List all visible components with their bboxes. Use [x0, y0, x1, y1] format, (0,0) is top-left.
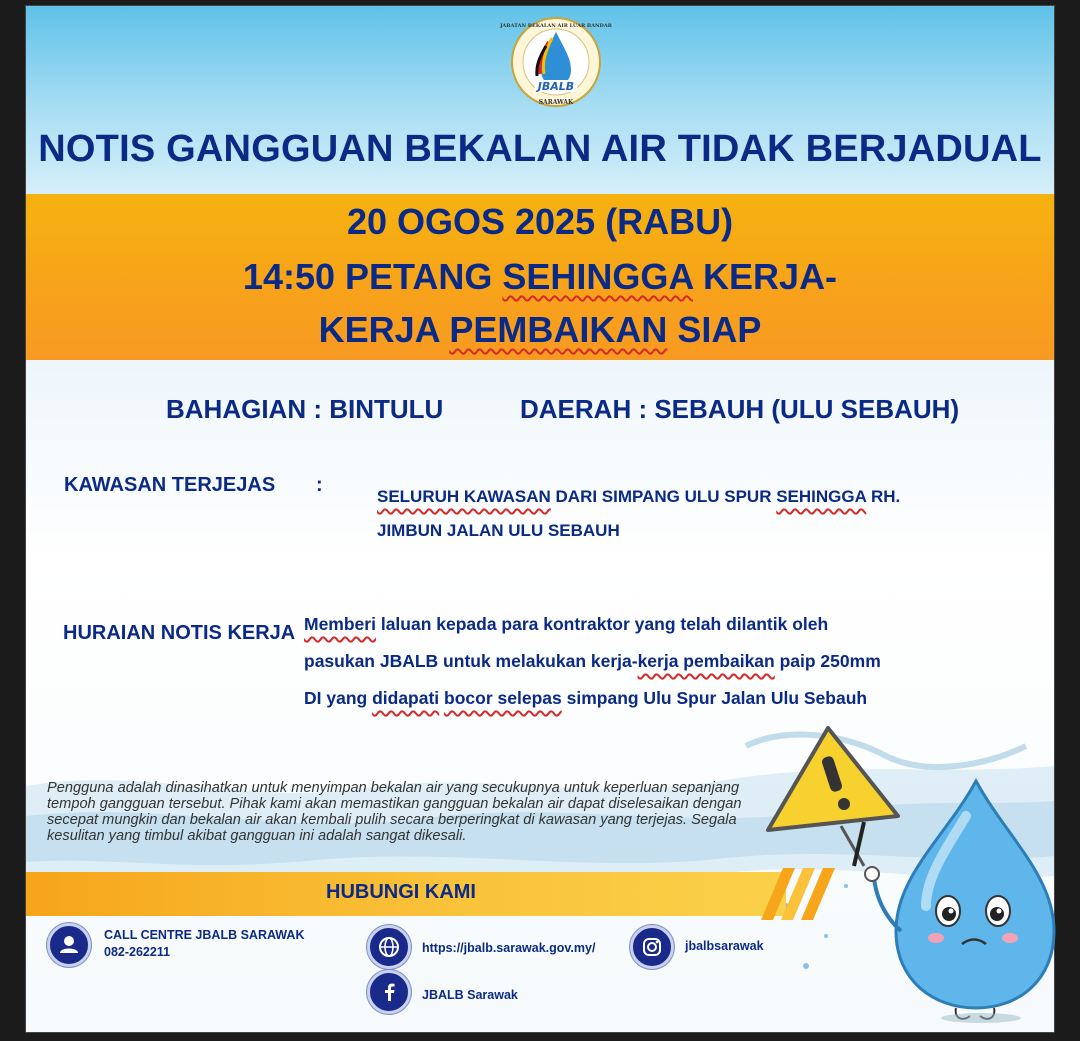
notice-date: 20 OGOS 2025 (RABU)	[346, 201, 734, 242]
user-icon	[47, 923, 91, 967]
work-description-value	[304, 606, 894, 717]
work-part8: simpang Ulu Spur Jalan Ulu Sebauh	[561, 688, 868, 708]
notice-title: NOTIS GANGGUAN BEKALAN AIR TIDAK BERJADUAL	[38, 128, 1042, 170]
time-kerja2: KERJA	[318, 309, 450, 350]
instagram-handle[interactable]: jbalbsarawak	[685, 939, 764, 953]
logo-center-text: JBALB	[537, 80, 575, 93]
call-centre-phone[interactable]: 082-262211	[104, 945, 171, 959]
work-description-label: HURAIAN NOTIS KERJA	[63, 622, 296, 644]
work-part7: bocor selepas	[444, 688, 562, 708]
contact-title: HUBUNGI KAMI	[326, 881, 476, 903]
affected-part4: RH. JIMBUN JALAN ULU SEBAUH	[377, 487, 901, 540]
affected-area-label: KAWASAN TERJEJAS	[64, 474, 276, 496]
work-part3: kerja pembaikan	[637, 651, 775, 671]
work-part4: paip 250mm DI yang	[304, 651, 881, 708]
time-kerja: KERJA-	[693, 256, 838, 297]
water-drop-mascot	[766, 726, 1054, 1026]
instagram-icon	[630, 925, 674, 969]
time-start: 14:50 PETANG	[242, 256, 503, 297]
district-label: DAERAH : SEBAUH (ULU SEBAUH)	[520, 394, 960, 424]
facebook-page[interactable]: JBALB Sarawak	[422, 988, 518, 1002]
logo-bottom-text: SARAWAK	[538, 99, 574, 106]
call-centre-label: CALL CENTRE JBALB SARAWAK	[104, 928, 305, 942]
affected-area-colon: :	[316, 474, 323, 496]
facebook-icon	[367, 970, 411, 1014]
advisory-text: Pengguna adalah dinasihatkan untuk menyimpan bekalan air yang secukupnya untuk keperluan sepanjang tempoh gangguan tersebut. Pihak kami akan memastikan gangguan bekalan air dapat diselesaikan dengan secepat mungkin dan bekalan air akan kembali pulih secara berperingkat di kawasan yang terjejas. Segala kesulitan yang timbul akibat gangguan ini adalah sangat dikesali.	[47, 780, 742, 844]
globe-icon	[367, 925, 411, 969]
affected-part2: DARI SIMPANG ULU SPUR	[550, 487, 777, 506]
notice-poster	[25, 5, 1055, 1033]
notice-time-line1	[26, 256, 1054, 298]
affected-part1: SELURUH KAWASAN	[377, 487, 551, 506]
work-part1: Memberi	[304, 614, 376, 634]
work-part5: didapati	[372, 688, 440, 708]
work-part2: laluan kepada para kontraktor yang telah dilantik oleh pasukan JBALB untuk melakukan kerja-	[304, 614, 829, 671]
affected-area-value	[377, 480, 937, 548]
word-sehingga: SEHINGGA	[502, 256, 694, 297]
notice-time-line2	[26, 309, 1054, 351]
division-label: BAHAGIAN : BINTULU	[166, 394, 444, 424]
jbalb-logo	[500, 16, 612, 108]
affected-part3: SEHINGGA	[776, 487, 867, 506]
website-link[interactable]: https://jbalb.sarawak.gov.my/	[422, 941, 596, 955]
time-siap: SIAP	[667, 309, 762, 350]
word-pembaikan: PEMBAIKAN	[449, 309, 668, 350]
logo-top-text: JABATAN BEKALAN AIR LUAR BANDAR	[500, 23, 612, 29]
